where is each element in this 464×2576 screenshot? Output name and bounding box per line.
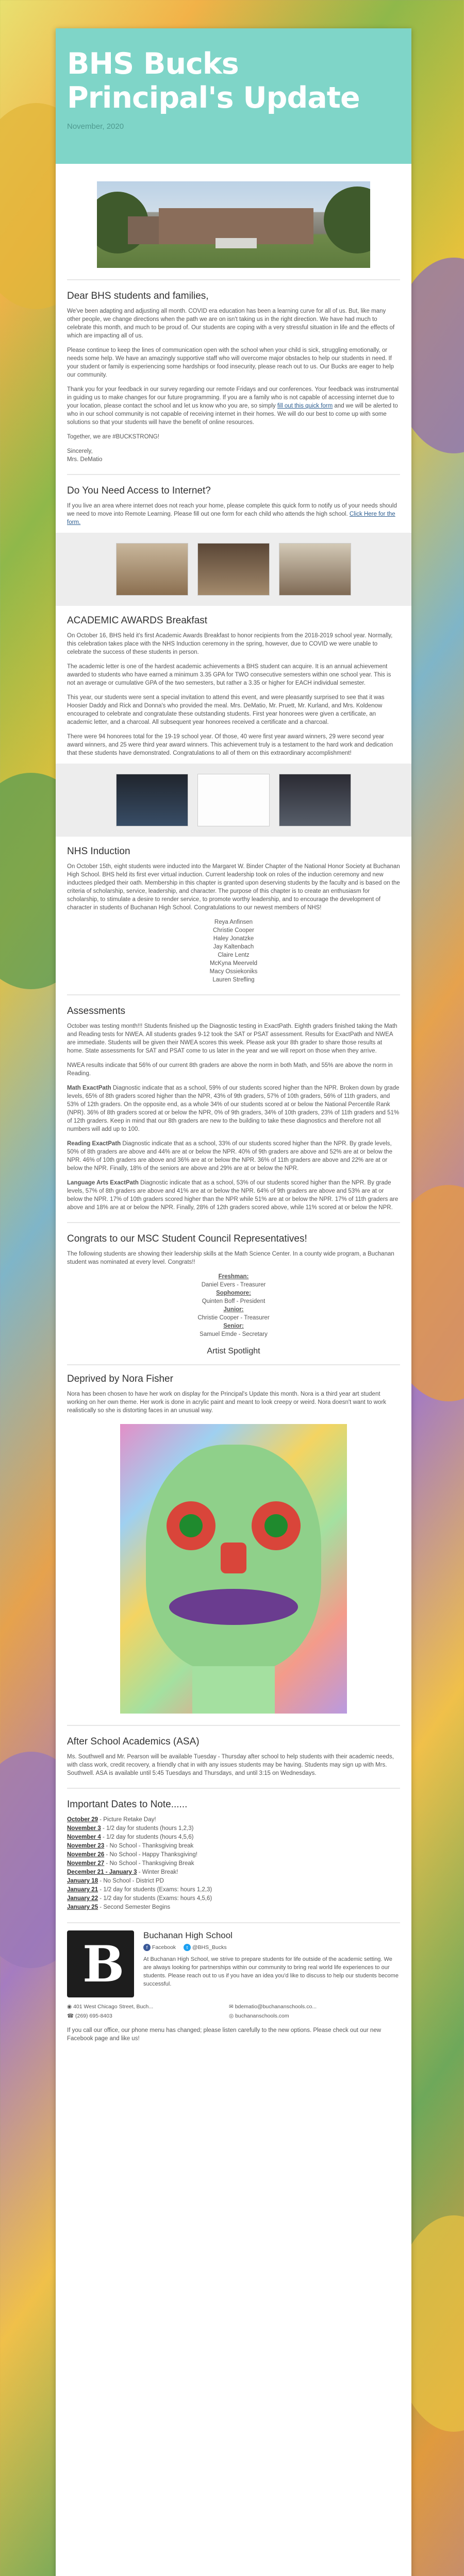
twitter-link[interactable]: @BHS_Bucks bbox=[192, 1944, 227, 1951]
reading-label: Reading ExactPath bbox=[67, 1141, 121, 1147]
language-paragraph bbox=[67, 1179, 400, 1212]
date-item bbox=[67, 1816, 400, 1824]
nhs-member: Lauren Strefling bbox=[212, 977, 255, 983]
title-line-1: BHS Bucks bbox=[67, 47, 239, 81]
date-label: January 21 bbox=[67, 1887, 98, 1893]
internet-form-link[interactable]: Click Here for the form. bbox=[67, 511, 395, 526]
nhs-member: Haley Jonatzke bbox=[213, 936, 254, 942]
council-paragraph: The following students are showing their leadership skills at the Math Science Center. In a county wide program, a Buchanan student was nominated at every level. Congrats!! bbox=[67, 1251, 394, 1265]
date-text: - 1/2 day for students (Exams: hours 4,5,6) bbox=[98, 1895, 212, 1902]
council-role: Sophomore: bbox=[216, 1290, 251, 1296]
council-list bbox=[67, 1273, 400, 1338]
school-name: Buchanan High School bbox=[143, 1930, 233, 1940]
nhs-member-list bbox=[67, 918, 400, 984]
internet-text: If you live an area where internet does not reach your home, please complete this quick form to notify us of your needs should we need to move into Remote Learning. Please fill out one form for each child who attends the high school. bbox=[67, 503, 397, 517]
date-label: November 3 bbox=[67, 1825, 101, 1832]
artist-spotlight-heading: Artist Spotlight bbox=[207, 1347, 260, 1355]
council-member: Daniel Evers - Treasurer bbox=[201, 1282, 266, 1288]
nhs-heading: NHS Induction bbox=[67, 846, 130, 857]
office-phone-note: If you call our office, our phone menu has changed; please listen carefully to the new options. Please check out our new Facebook page and like us! bbox=[67, 2027, 382, 2042]
phone-text[interactable] bbox=[67, 2013, 217, 2019]
date-text: - 1/2 day for students (Exams: hours 1,2,3) bbox=[98, 1887, 212, 1893]
nhs-paragraph: On October 15th, eight students were inducted into the Margaret W. Binder Chapter of the National Honor Society at Buchanan High School. BHS held its first ever virtual induction. Current leadership took on roles of the induction ceremony and new inductees pledged their oath. Membership in this chapter is granted upon deserving students by the faculty and is based on the criteria of scholarship, service, leadership, and character. The purpose of this chapter is to create an enthusiasm for scholarship, to stimulate a desire to render service, to promote worthy leadership, and to encourage the development of character in students of Buchanan High School. Congratulations to our newest members of NHS! bbox=[67, 863, 400, 911]
school-logo: B bbox=[67, 1930, 134, 1997]
email-value[interactable]: bdematio@buchananschools.co... bbox=[235, 2004, 317, 2010]
date-item bbox=[67, 1868, 400, 1877]
date-text: - No School - Thanksgiving break bbox=[104, 1843, 194, 1849]
awards-photo bbox=[279, 543, 351, 596]
school-photo bbox=[97, 181, 370, 268]
council-role: Freshman: bbox=[218, 1274, 249, 1280]
dates-heading: Important Dates to Note...... bbox=[67, 1799, 188, 1810]
nhs-photo bbox=[197, 774, 270, 826]
website-value[interactable]: buchananschools.com bbox=[235, 2013, 289, 2019]
math-label: Math ExactPath bbox=[67, 1085, 111, 1091]
date-label: November 4 bbox=[67, 1834, 101, 1840]
email-icon: ✉ bbox=[229, 2004, 235, 2010]
date-item bbox=[67, 1851, 400, 1859]
council-member: Christie Cooper - Treasurer bbox=[197, 1315, 270, 1321]
website-text[interactable] bbox=[229, 2013, 378, 2019]
date-text: - 1/2 day for students (hours 1,2,3) bbox=[101, 1825, 194, 1832]
reading-text: Diagnostic indicate that as a school, 33% of our students scored higher than the NPR. By grade levels, 50% of 8th graders are above and 44% are at or below the NPR. 40% of 9th graders are above and 52% are at or below the NPR. 46% of 10th graders are above and 36% are at or below the NPR. 36% of 11th graders are above and 22% are at or below the NPR. Finally, 18% of the seniors are above and 29% are at or below the NPR. bbox=[67, 1141, 392, 1172]
email-text[interactable] bbox=[229, 2004, 378, 2010]
footer bbox=[67, 1922, 400, 2043]
council-member: Quinten Boff - President bbox=[202, 1298, 266, 1304]
date-item bbox=[67, 1877, 400, 1886]
date-text: - No School - Thanksgiving Break bbox=[104, 1860, 194, 1867]
date-label: October 29 bbox=[67, 1817, 98, 1823]
math-text: Diagnostic indicate that as a school, 59% of our students scored higher than the NPR. Broken down by grade levels, 65% of 8th graders scored higher than the NPR, 43% of 9th graders, 57% of 10th graders, 56% of 11th graders, and 53% of 12th graders. On the opposite end, as a whole 34% of our students scored at or below the National Percentile Rank (NPR). 36% of 8th graders scored at or below the NPR, 0% of 9th graders, 34% of 10th graders, 23% of 11th graders and 51% of 12th graders. Keep in mind that our 8th graders are new to the building to take these diagnostics and therefore not all numbers will add up to 100. bbox=[67, 1085, 400, 1132]
nhs-member: Claire Lentz bbox=[218, 952, 250, 958]
date-item bbox=[67, 1886, 400, 1894]
address-text bbox=[67, 2004, 217, 2010]
date-label: January 25 bbox=[67, 1904, 98, 1910]
internet-heading: Do You Need Access to Internet? bbox=[67, 485, 211, 496]
awards-paragraph: This year, our students were sent a special invitation to attend this event, and were pleasantly surprised to see that it was Hoosier Daddy and Rick and Donna's who provided the meal. Mrs. DeMatio, Mr. Pruett, Mr. Kurland, and Mrs. Koldenow encouraged to celebrate and congratulate these outstanding students. First year honorees were given a certificate, an academic letter, and a charcoal. All subsequent year honorees received a certificate and a charcoal. bbox=[67, 694, 385, 725]
internet-paragraph bbox=[67, 502, 400, 527]
date-item bbox=[67, 1903, 400, 1912]
nhs-member: McKyna Meerveld bbox=[209, 960, 258, 967]
intro-paragraph bbox=[67, 385, 400, 427]
signature bbox=[67, 447, 400, 464]
artwork-title: Deprived by Nora Fisher bbox=[67, 1374, 173, 1384]
hashtag-text: Together, we are #BUCKSTRONG! bbox=[67, 434, 159, 440]
artwork-image bbox=[120, 1424, 347, 1714]
globe-icon: ◎ bbox=[229, 2013, 236, 2019]
awards-paragraph: On October 16, BHS held it's first Academic Awards Breakfast to honor recipients from the 2018-2019 school year. Normally, this celebration takes place with the NHS Induction ceremony in the spring, however, due to COVID we were unable to celebrate the success of these students in person. bbox=[67, 633, 393, 655]
date-text: - No School - District PD bbox=[98, 1878, 164, 1884]
nhs-member: Reya Anfinsen bbox=[214, 919, 253, 925]
asa-heading: After School Academics (ASA) bbox=[67, 1736, 200, 1747]
awards-heading: ACADEMIC AWARDS Breakfast bbox=[67, 615, 208, 626]
date-item bbox=[67, 1833, 400, 1842]
asa-paragraph: Ms. Southwell and Mr. Pearson will be available Tuesday - Thursday after school to help students with their academic needs, with class work, credit recovery, a friendly chat in with any issues students may be having. Students may sign up with Mrs. Southwell. ASA is available until 5:45 Tuesdays and Thursdays, and until 3:15 on Wednesdays. bbox=[67, 1754, 394, 1776]
reading-paragraph bbox=[67, 1140, 400, 1173]
nhs-photo bbox=[116, 774, 188, 826]
phone-icon: ☎ bbox=[67, 2013, 75, 2019]
nhs-member: Christie Cooper bbox=[213, 927, 254, 934]
language-label: Language Arts ExactPath bbox=[67, 1180, 139, 1186]
dates-list bbox=[67, 1816, 400, 1912]
newsletter-card bbox=[56, 28, 411, 2576]
assessments-paragraph: October was testing month!!! Students finished up the Diagnostic testing in ExactPath. Eighth graders finished taking the Math and Reading tests for NWEA. All students grades 9-12 took the SAT or PSAT assessment. Results for ExactPath and NWEA are immediate. Students will be given their NWEA scores this week. Please ask your 8th grader to share those results at home. State assessments for SAT and PSAT come to us later in the year and we will report on those when they arrive. bbox=[67, 1023, 397, 1054]
council-role: Junior: bbox=[223, 1307, 244, 1313]
date-label: November 26 bbox=[67, 1852, 105, 1858]
date-label: December 21 - January 3 bbox=[67, 1869, 137, 1875]
awards-paragraph: The academic letter is one of the hardest academic achievements a BHS student can acquire. It is an annual achievement awarded to students who have earned a minimum 3.35 GPA for TWO consecutive semesters within one school year. This is not an average or cumulative GPA of the two semesters, but rather a 3.35 or higher for EACH individual semester. bbox=[67, 664, 391, 686]
council-heading: Congrats to our MSC Student Council Representatives! bbox=[67, 1233, 307, 1244]
location-icon: ◉ bbox=[67, 2004, 74, 2010]
intro-text: Thank you for your feedback in our survey regarding our remote Fridays and our conferences. Your feedback was instrumental in guiding us to make changes for our future programming. If you are a family who is not capable of accessing internet due to your location, please contact the school and let us know who you are, so simply bbox=[67, 386, 399, 409]
math-paragraph bbox=[67, 1084, 400, 1133]
nhs-photo bbox=[279, 774, 351, 826]
intro-paragraph: We've been adapting and adjusting all month. COVID era education has been a learning curve for all of us. But, like many other people, we change directions when the path we are on isn't taking us in the right direction. We have had much to celebrate this month, and much to be proud of. Our students are coping with a very stressful situation in life and the effects of which are impacting all of us. bbox=[67, 308, 395, 339]
internet-form-link[interactable]: fill out this quick form bbox=[277, 403, 333, 409]
page-title bbox=[67, 47, 400, 115]
twitter-icon[interactable]: t bbox=[184, 1944, 191, 1951]
signature-closing: Sincerely, bbox=[67, 448, 93, 454]
header bbox=[56, 28, 411, 164]
facebook-icon[interactable]: f bbox=[143, 1944, 151, 1951]
awards-paragraph: There were 94 honorees total for the 19-19 school year. Of those, 40 were first year award winners, 29 were second year award winners, and 25 were third year award winners. This achievement truly is a testament to the hard work and dedication that these students have demonstrated. Congratulations to all of them on this extraordinary accomplishment! bbox=[67, 734, 393, 756]
council-role: Senior: bbox=[223, 1323, 244, 1329]
nhs-member: Jay Kaltenbach bbox=[213, 944, 254, 950]
awards-photos bbox=[56, 533, 411, 606]
date-item bbox=[67, 1859, 400, 1868]
date-text: - No School - Happy Thanksgiving! bbox=[104, 1852, 197, 1858]
title-line-2: Principal's Update bbox=[67, 81, 360, 115]
date-text: - Winter Break! bbox=[137, 1869, 178, 1875]
signature-name: Mrs. DeMatio bbox=[67, 456, 103, 463]
school-mission: At Buchanan High School, we strive to prepare students for life outside of the academic setting. We are always looking for partnerships within our community to bring real world life experiences to our students. Please reach out to us if you have an idea you'd like to discuss to help our students become successful. bbox=[143, 1956, 399, 1987]
date-text: - Second Semester Begins bbox=[98, 1904, 171, 1910]
assessments-paragraph: NWEA results indicate that 56% of our current 8th graders are above the norm in both Math, and 55% are above the norm in Reading. bbox=[67, 1062, 393, 1077]
greeting-heading: Dear BHS students and families, bbox=[67, 291, 209, 301]
date-label: January 22 bbox=[67, 1895, 98, 1902]
council-member: Samuel Emde - Secretary bbox=[200, 1331, 268, 1337]
intro-text: and we will be alerted to who in our school community is not capable of receiving internet in their homes. We will do our best to come up with some solutions so that your students will have the benefit of online resources. bbox=[67, 403, 398, 426]
date-text: - Picture Retake Day! bbox=[98, 1817, 156, 1823]
date-item bbox=[67, 1894, 400, 1903]
awards-photo bbox=[116, 543, 188, 596]
facebook-link[interactable]: Facebook bbox=[152, 1944, 176, 1951]
date-label: November 23 bbox=[67, 1843, 105, 1849]
address-value: 401 West Chicago Street, Buch... bbox=[73, 2004, 154, 2010]
language-text: Diagnostic indicate that as a school, 53% of our students scored higher than the NPR. By grade levels, 57% of 8th graders are above and 41% are at or below the NPR. 64% of 9th graders are above and 53% are at or below the NPR. 17% of 10th graders scored higher than the NPR while 51% are at or below the NPR. 17% of 11th graders are above and 18% are at or below the NPR. Finally, 28% of 12th graders scored above, while 11% scored at or below the NPR. bbox=[67, 1180, 399, 1211]
issue-date: November, 2020 bbox=[67, 122, 124, 131]
awards-photo bbox=[197, 543, 270, 596]
artist-paragraph: Nora has been chosen to have her work on display for the Principal's Update this month. Nora is a third year art student working on her own theme. Her work is done in acrylic paint and meant to look creepy or weird. Nora doesn't want to work realistically so she is distorting faces in an unusual way. bbox=[67, 1391, 387, 1414]
date-item bbox=[67, 1842, 400, 1851]
date-label: January 18 bbox=[67, 1878, 98, 1884]
date-label: November 27 bbox=[67, 1860, 105, 1867]
nhs-photos bbox=[56, 764, 411, 837]
date-item bbox=[67, 1824, 400, 1833]
phone-value[interactable]: (269) 695-8403 bbox=[75, 2013, 112, 2019]
date-text: - 1/2 day for students (hours 4,5,6) bbox=[101, 1834, 194, 1840]
assessments-heading: Assessments bbox=[67, 1006, 125, 1016]
nhs-member: Macy Ossiekoniks bbox=[209, 969, 258, 975]
intro-paragraph: Please continue to keep the lines of communication open with the school when your child is sick, struggling emotionally, or needs some help. We have an amazingly supportive staff who will overcome major obstacles to help our students in need. If your student or family is experiencing some hardships or food insecurity, please reach out to us. Our Bucks are eager to help our community. bbox=[67, 347, 394, 378]
